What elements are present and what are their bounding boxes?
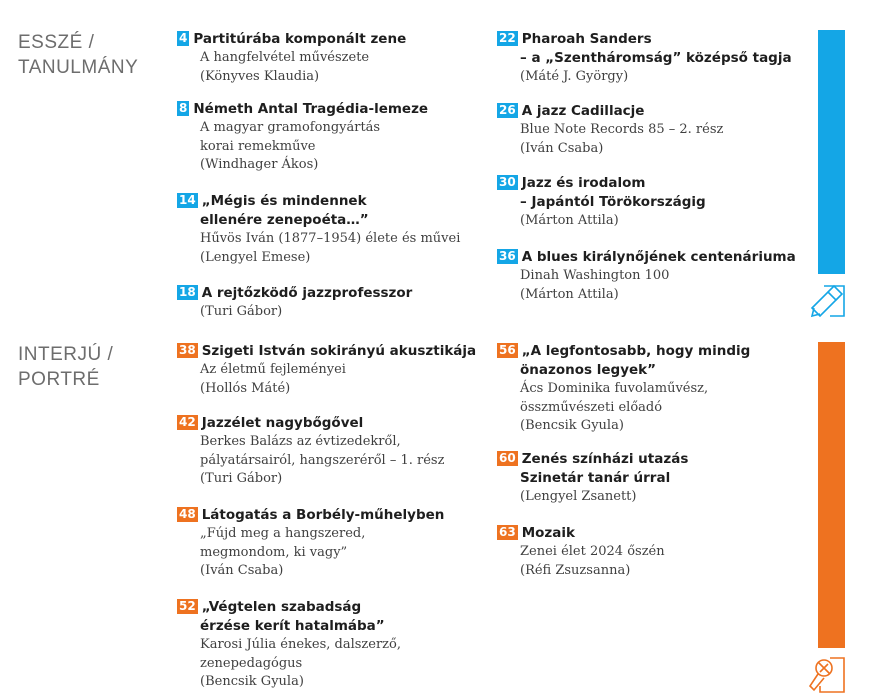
entry-subtitle: Zenei élet 2024 őszén <box>520 544 665 559</box>
microphone-paper-icon <box>806 652 848 694</box>
section-label-interview: INTERJÚ / PORTRÉ <box>18 344 114 390</box>
section-bar-interview <box>818 342 845 648</box>
page-number-badge: 26 <box>499 103 516 117</box>
entry-title: Szinetár tanár úrral <box>520 470 671 486</box>
page-number-badge: 60 <box>499 451 516 465</box>
entry-author: (Bencsik Gyula) <box>200 674 304 689</box>
toc-entry[interactable] <box>497 248 807 304</box>
page-number-badge: 18 <box>179 285 196 299</box>
entry-title: A blues királynőjének centenáriuma <box>521 249 796 265</box>
entry-subtitle: Karosi Júlia énekes, dalszerző, <box>200 637 401 652</box>
entry-author: (Hollós Máté) <box>200 380 291 396</box>
page-number-badge: 52 <box>179 599 196 613</box>
page-number-badge: 48 <box>179 507 196 521</box>
entry-author: (Iván Csaba) <box>200 563 284 578</box>
entry-title: Látogatás a Borbély-műhelyben <box>201 507 445 523</box>
toc-entry[interactable] <box>497 30 807 87</box>
entry-subtitle: Ács Dominika fuvolaművész, <box>520 381 709 396</box>
entry-author: (Réfi Zsuzsanna) <box>520 562 631 578</box>
entry-title: A jazz Cadillacje <box>521 103 645 119</box>
toc-entry[interactable] <box>177 100 487 175</box>
entry-subtitle: Dinah Washington 100 <box>520 268 670 283</box>
entry-subtitle: „Fújd meg a hangszered, <box>200 526 366 541</box>
page-number-badge: 63 <box>499 525 516 539</box>
entry-title: Szigeti István sokirányú akusztikája <box>201 343 477 359</box>
toc-entry[interactable] <box>497 524 807 580</box>
page-number-badge: 38 <box>179 343 196 357</box>
entry-subtitle: Az életmű fejleményei <box>200 362 346 377</box>
entry-title: „A legfontosabb, hogy mindig <box>521 343 751 359</box>
page-number-badge: 4 <box>179 31 188 45</box>
entry-subtitle: összművészeti előadó <box>520 399 663 415</box>
entry-title: Jazz és irodalom <box>521 175 646 191</box>
entry-author: (Iván Csaba) <box>520 140 604 156</box>
entry-title: – Japántól Törökországig <box>520 194 706 210</box>
entry-subtitle: A magyar gramofongyártás <box>200 120 381 135</box>
page-number-badge: 8 <box>179 101 188 115</box>
entry-author: (Márton Attila) <box>520 286 619 302</box>
entry-subtitle: Berkes Balázs az évtizedekről, <box>200 434 401 449</box>
entry-title: Partitúrába komponált zene <box>193 31 407 47</box>
entry-author: (Márton Attila) <box>520 213 619 228</box>
toc-entry[interactable] <box>497 342 807 436</box>
entry-title: „Mégis és mindennek <box>201 193 367 209</box>
toc-entry[interactable] <box>177 414 487 489</box>
pen-paper-icon <box>808 278 848 318</box>
toc-entry[interactable] <box>177 284 487 322</box>
toc-entry[interactable] <box>177 192 487 267</box>
entry-subtitle: megmondom, ki vagy” <box>200 544 348 560</box>
page-number-badge: 22 <box>499 31 516 45</box>
entry-title: Mozaik <box>521 525 575 541</box>
entry-author: (Könyves Klaudia) <box>200 68 320 84</box>
section-bar-essay <box>818 30 845 274</box>
page-number-badge: 56 <box>499 343 516 357</box>
entry-title: Németh Antal Tragédia-lemeze <box>193 101 429 117</box>
entry-title: Jazzélet nagybőgővel <box>201 415 364 431</box>
page-number-badge: 14 <box>179 193 196 207</box>
toc-entry[interactable] <box>177 342 487 398</box>
entry-subtitle: Hűvös Iván (1877–1954) élete és művei <box>200 231 461 246</box>
entry-author: (Lengyel Emese) <box>200 249 311 265</box>
entry-title: Pharoah Sanders <box>521 31 652 47</box>
toc-entry[interactable] <box>497 102 807 158</box>
entry-subtitle: korai remekműve <box>200 138 316 154</box>
toc-entry[interactable] <box>497 174 807 231</box>
page-number-badge: 42 <box>179 415 196 429</box>
entry-subtitle: zenepedagógus <box>200 655 303 671</box>
toc-entry[interactable] <box>177 30 487 86</box>
entry-title: önazonos legyek” <box>520 362 657 378</box>
entry-author: (Turi Gábor) <box>200 471 283 486</box>
entry-author: (Máté J. György) <box>520 69 629 84</box>
entry-author: (Bencsik Gyula) <box>520 418 624 433</box>
toc-entry[interactable] <box>177 506 487 581</box>
section-label-essay: ESSZÉ / TANULMÁNY <box>18 32 139 78</box>
entry-author: (Turi Gábor) <box>200 304 283 319</box>
entry-subtitle: pályatársairól, hangszeréről – 1. rész <box>200 452 445 468</box>
entry-subtitle: A hangfelvétel művészete <box>200 50 370 65</box>
toc-entry[interactable] <box>497 450 807 507</box>
entry-subtitle: Blue Note Records 85 – 2. rész <box>520 122 724 137</box>
page-number-badge: 36 <box>499 249 516 263</box>
entry-title: Zenés színházi utazás <box>521 451 689 467</box>
entry-title: ellenére zenepoéta…” <box>200 212 369 228</box>
entry-title: – a „Szentháromság” középső tagja <box>520 50 792 66</box>
entry-title: „Végtelen szabadság <box>201 599 362 615</box>
page-number-badge: 30 <box>499 175 516 189</box>
entry-author: (Windhager Ákos) <box>200 157 319 172</box>
toc-entry[interactable] <box>177 598 487 692</box>
entry-title: A rejtőzködő jazzprofesszor <box>201 285 413 301</box>
entry-title: érzése kerít hatalmába” <box>200 618 385 634</box>
entry-author: (Lengyel Zsanett) <box>520 489 637 504</box>
